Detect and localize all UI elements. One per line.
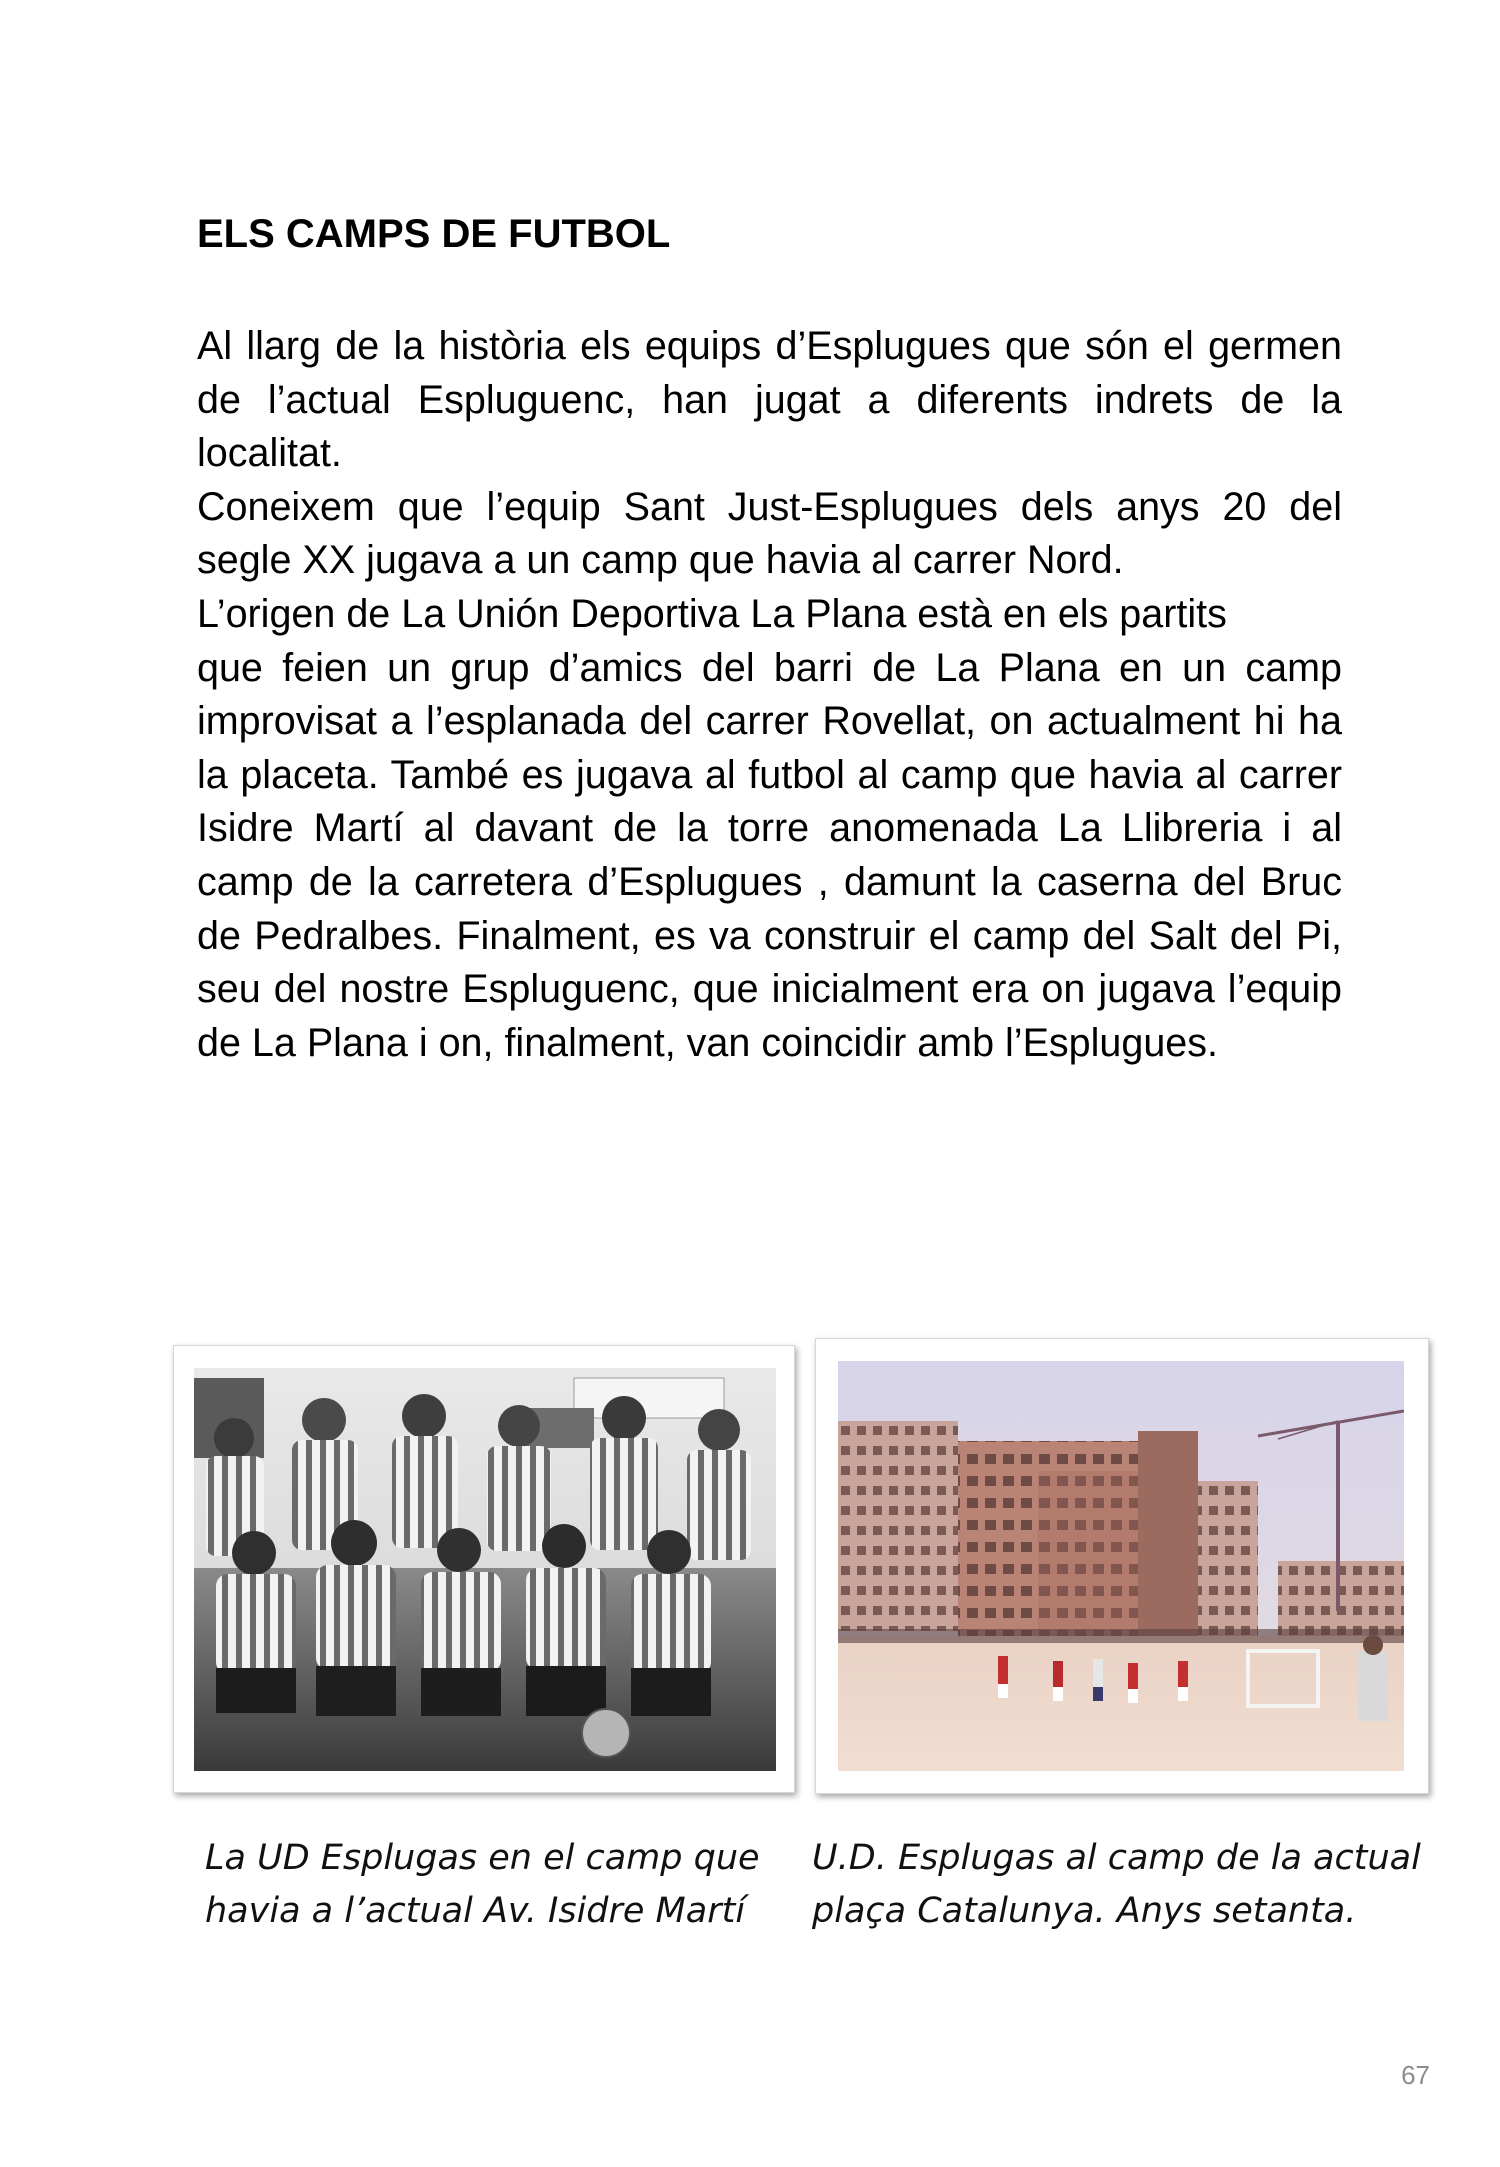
- team-photo-image: [194, 1368, 776, 1771]
- paragraph-2: Coneixem que l’equip Sant Just-Esplugues dels anys 20 del segle XX jugava a un camp que havia al carrer Nord.: [197, 484, 1342, 583]
- page-number: 67: [1401, 2060, 1430, 2090]
- paragraph-4: que feien un grup d’amics del barri de La Plana en un camp improvisat a l’esplanada del carrer Rovellat, on actualment hi ha la placeta. També es jugava al futbol al camp que havia al carrer Isidre Martí al davant de la torre anomenada La Llibreria i al camp de la carretera d’Esplugues , damunt la caserna del Bruc de Pedralbes. Finalment, es va construir el camp del Salt del Pi, seu del nostre Espluguenc, que inicialment era on jugava l’equip de La Plana i on, finalment, van coincidir amb l’Esplugues.: [197, 645, 1342, 1065]
- paragraph-1: Al llarg de la història els equips d’Esplugues que són el germen de l’actual Espluguenc, han jugat a diferents indrets de la localitat.: [197, 324, 1342, 476]
- caption-team-photo: La UD Esplugas en el camp que havia a l’actual Av. Isidre Martí: [205, 1838, 760, 1931]
- team-photo: [194, 1368, 776, 1771]
- photo-frame-team: [173, 1345, 795, 1793]
- match-photo: [838, 1361, 1404, 1771]
- caption-match-photo: U.D. Esplugas al camp de la actual plaça Catalunya. Anys setanta.: [812, 1838, 1421, 1931]
- page-heading: ELS CAMPS DE FUTBOL: [197, 212, 671, 256]
- body-text: [197, 320, 1342, 1070]
- match-photo-image: [838, 1361, 1404, 1771]
- photo-frame-match: [815, 1338, 1429, 1794]
- paragraph-3: L’origen de La Unión Deportiva La Plana està en els partits: [197, 591, 1227, 636]
